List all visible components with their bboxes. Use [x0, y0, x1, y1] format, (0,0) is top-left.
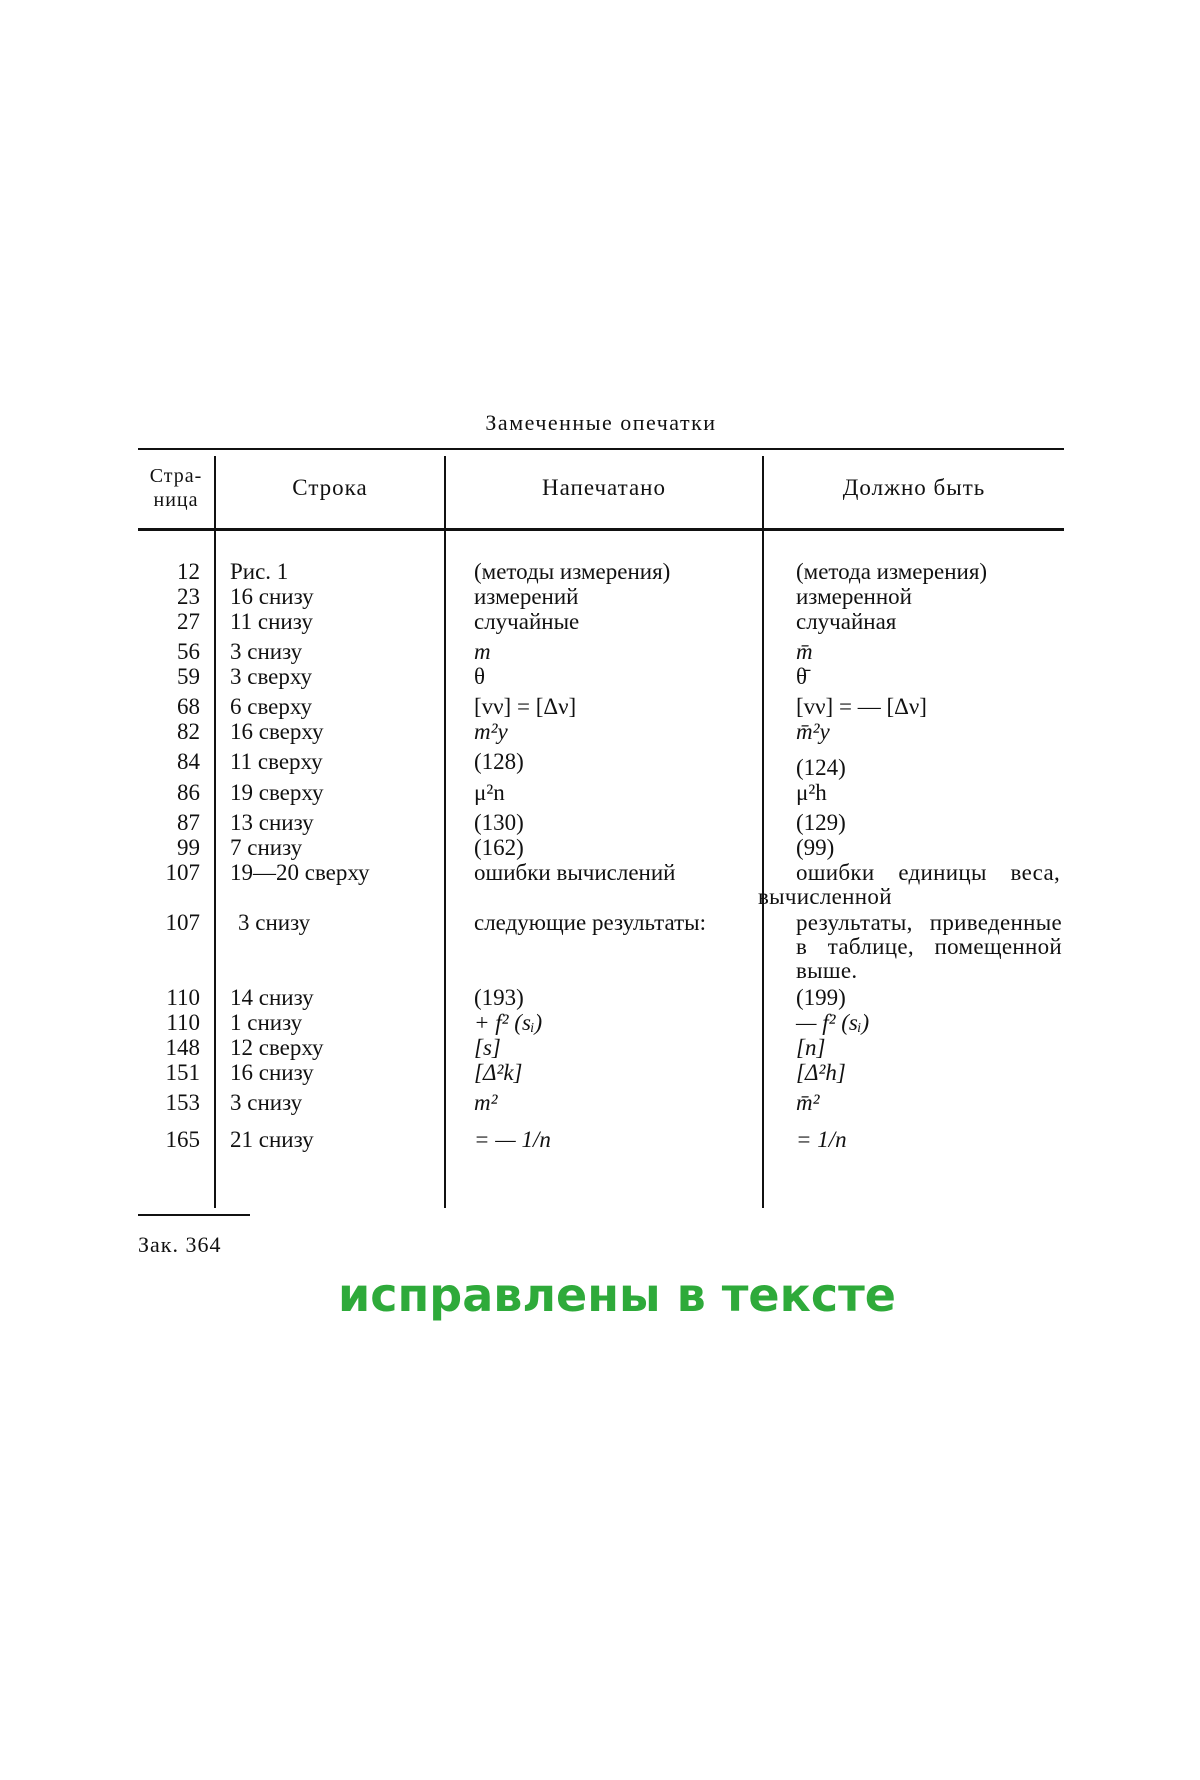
cell-line: Рис. 1	[230, 559, 289, 584]
cell-should: результаты, приведенные в таблице, помещенной выше.	[796, 910, 1062, 983]
cell-page: 59	[177, 664, 200, 689]
cell-line: 6 сверху	[230, 694, 313, 719]
cell-line: 16 сверху	[230, 719, 324, 744]
cell-line: 3 снизу	[230, 1090, 303, 1115]
table-header-rule	[138, 528, 1064, 531]
cell-line: 14 снизу	[230, 985, 314, 1010]
cell-page: 107	[165, 860, 200, 885]
cell-should: [Δ²h]	[796, 1060, 846, 1085]
cell-page: 56	[177, 639, 200, 664]
cell-printed: = — 1/n	[474, 1127, 551, 1152]
cell-printed: (193)	[474, 985, 524, 1010]
errata-table	[138, 448, 1064, 1208]
header-printed: Напечатано	[542, 475, 666, 500]
cell-page: 151	[165, 1060, 200, 1085]
cell-printed: следующие результаты:	[474, 910, 706, 935]
cell-printed: (128)	[474, 749, 524, 774]
cell-line: 21 снизу	[230, 1127, 314, 1152]
cell-printed: [vν] = [Δν]	[474, 694, 577, 719]
cell-line: 19—20 сверху	[230, 860, 370, 885]
header-page-line2: ница	[153, 489, 199, 511]
cell-printed: ошибки вычислений	[474, 860, 676, 885]
cell-page: 27	[177, 609, 200, 634]
cell-should: [vν] = — [Δν]	[796, 694, 927, 719]
corrected-stamp: исправлены в тексте	[338, 1268, 896, 1322]
cell-page: 68	[177, 694, 200, 719]
column-divider	[214, 456, 216, 1208]
cell-should: случайная	[796, 609, 897, 634]
cell-page: 153	[165, 1090, 200, 1115]
cell-line: 3 сверху	[230, 664, 313, 689]
cell-printed: θ	[474, 664, 486, 689]
header-should-be: Должно быть	[842, 475, 986, 500]
cell-page: 82	[177, 719, 200, 744]
cell-should: измеренной	[796, 584, 912, 609]
cell-page: 165	[165, 1127, 200, 1152]
cell-page: 110	[166, 1010, 200, 1035]
cell-printed: [Δ²k]	[474, 1060, 523, 1085]
column-divider	[444, 456, 446, 1208]
cell-should: (199)	[796, 985, 846, 1010]
header-page	[138, 448, 214, 528]
cell-page: 86	[177, 780, 200, 805]
cell-should: m̄²y	[796, 719, 830, 744]
cell-printed: [s]	[474, 1035, 501, 1060]
cell-printed: m²y	[474, 719, 508, 744]
header-line: Строка	[292, 475, 368, 500]
cell-page: 110	[166, 985, 200, 1010]
cell-line: 19 сверху	[230, 780, 324, 805]
cell-line: 1 снизу	[230, 1010, 303, 1035]
cell-should: (99)	[796, 835, 835, 860]
cell-line: 13 снизу	[230, 810, 314, 835]
cell-page: 99	[177, 835, 200, 860]
cell-should: (метода измерения)	[796, 559, 988, 584]
table-title: Замеченные опечатки	[485, 410, 717, 435]
cell-should: ошибки единицы веса, вычисленной	[758, 860, 1060, 909]
cell-page: 87	[177, 810, 200, 835]
cell-should: — f² (sᵢ)	[796, 1010, 870, 1035]
cell-printed: m²	[474, 1090, 498, 1115]
cell-should: (124)	[796, 755, 846, 780]
cell-should: θ̄	[796, 664, 808, 689]
cell-should: m̄	[796, 639, 813, 664]
cell-should: = 1/n	[796, 1127, 847, 1152]
cell-page: 107	[165, 910, 200, 935]
cell-page: 23	[177, 584, 200, 609]
cell-should: (129)	[796, 810, 846, 835]
cell-printed: μ²n	[474, 780, 505, 805]
cell-printed: + f² (sᵢ)	[474, 1010, 543, 1035]
cell-should: [n]	[796, 1035, 826, 1060]
cell-page: 12	[177, 559, 200, 584]
header-page-line1: Стра-	[149, 465, 203, 487]
cell-should: μ²h	[796, 780, 827, 805]
cell-line: 7 снизу	[230, 835, 303, 860]
cell-printed: (130)	[474, 810, 524, 835]
cell-page: 84	[177, 749, 200, 774]
cell-line: 12 сверху	[230, 1035, 324, 1060]
column-divider	[762, 456, 764, 1208]
footer-rule	[138, 1214, 250, 1216]
cell-should: m̄²	[796, 1090, 820, 1115]
cell-line: 3 снизу	[230, 639, 303, 664]
cell-line: 16 снизу	[230, 1060, 314, 1085]
cell-line: 11 снизу	[230, 609, 313, 634]
order-number: Зак. 364	[138, 1232, 222, 1257]
cell-line: 3 снизу	[238, 910, 311, 935]
cell-line: 11 сверху	[230, 749, 323, 774]
cell-line: 16 снизу	[230, 584, 314, 609]
cell-printed: измерений	[474, 584, 579, 609]
cell-printed: (методы измерения)	[474, 559, 671, 584]
cell-printed: случайные	[474, 609, 580, 634]
cell-page: 148	[165, 1035, 200, 1060]
cell-printed: m	[474, 639, 491, 664]
cell-printed: (162)	[474, 835, 524, 860]
